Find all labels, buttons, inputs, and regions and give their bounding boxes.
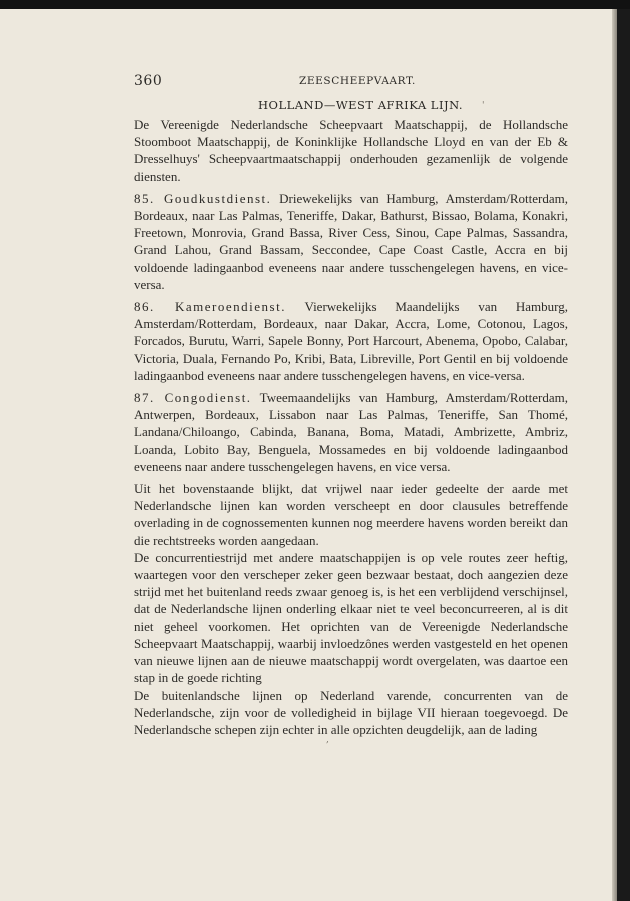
paragraph-text: De concurrentiestrijd met andere maatschappijen is op vele routes zeer heftig, waartegen voor den verscheper zeker geen bezwaar bestaat, doch aangezien deze strijd met het buitenland reeds zwaar genoeg is, is het een verblijdend verschijnsel, dat de Nederlandsche lijnen onderling elkaar niet te veel beconcurreeren, al is dit niet geheel voorkomen. Het oprichten van de Vereenigde Nederlandsche Scheepvaart Maatschappij, waarbij invloedzônes werden vastgesteld en het openen van nieuwe lijnen aan de nieuwe maatschappij wordt overgelaten, was daartoe een stap in de goede richting — [134, 549, 568, 686]
page-header — [134, 73, 568, 89]
paragraph-text: Uit het bovenstaande blijkt, dat vrijwel naar ieder gedeelte der aarde met Nederlandsche lijnen kan worden verscheept en door clausules betreffende overlading in de cognossementen kunnen nog meerdere havens worden bereikt dan die rechtstreeks worden aangedaan. — [134, 481, 568, 548]
paragraph-text: Tweemaandelijks van Hamburg, Amsterdam/Rotterdam, Antwerpen, Bordeaux, Lissabon naar Las Palmas, Teneriffe, San Thomé, Landana/Chiloango, Cabinda, Banana, Boma, Matadi, Ambrizette, Ambriz, Loanda, Lobito Bay, Benguela, Mossamedes en bij voldoende ladingaanbod eveneens naar andere tusschengelegen havens, en vice versa. — [134, 390, 568, 474]
running-head: ZEESCHEEPVAART. — [299, 75, 416, 87]
paragraph-competition — [134, 549, 568, 687]
paragraph-overview — [134, 480, 568, 549]
paragraph-lead: 85. Goudkustdienst. — [134, 190, 272, 206]
paragraph-kameroendienst — [134, 298, 568, 384]
paragraph-goudkustdienst — [134, 190, 568, 293]
paragraph-text: De buitenlandsche lijnen op Nederland varende, concurrenten van de Nederlandsche, zijn voor de volledigheid in bijlage VII hieraan toegevoegd. De Nederlandsche schepen zijn echter in alle opzichten deugdelijk, aan de lading — [134, 687, 568, 737]
paragraph-congodienst — [134, 389, 568, 475]
scan-border-top — [0, 0, 630, 9]
paragraph-intro — [134, 116, 568, 185]
ink-speck: ' — [482, 101, 485, 111]
paragraph-lead: 86. Kameroendienst. — [134, 299, 286, 315]
page-edge — [612, 9, 617, 901]
body-text — [134, 116, 568, 738]
paragraph-foreign-lines — [134, 687, 568, 739]
paragraph-text: Vierwekelijks Maandelijks van Hamburg, Amsterdam/Rotterdam, Bordeaux, naar Dakar, Accra, Lome, Cotonou, Lagos, Forcados, Burutu, Warri, Sapele Bonny, Port Harcourt, Abenema, Opobo, Calabar, Victoria, Duala, Fernando Po, Kribi, Bata, Libreville, Port Gentil en bij voldoende ladingaanbod eveneens naar andere tusschengelegen havens, en vice-versa. — [134, 299, 568, 383]
paragraph-text: De Vereenigde Nederlandsche Scheepvaart Maatschappij, de Hollandsche Stoomboot Maatschappij, de Koninklijke Hollandsche Lloyd en van der Eb & Dresselhuys' Scheepvaartmaatschappij onderhouden gezamenlijk de volgende diensten. — [134, 117, 568, 184]
section-title: HOLLAND—WEST AFRIKA LIJN. — [258, 98, 464, 112]
paragraph-text: Driewekelijks van Hamburg, Amsterdam/Rotterdam, Bordeaux, naar Las Palmas, Teneriffe, Dakar, Bathurst, Bissao, Bolama, Konakri, Freetown, Monrovia, Grand Bassa, River Cess, Sinou, Cape Palmas, Sassandra, Grand Lahou, Grand Bassam, Seccondee, Cape Coast Castle, Accra en bij voldoende ladingaanbod eveneens naar andere tusschengelegen havens, en vice-versa. — [134, 190, 568, 292]
page-number: 360 — [134, 73, 163, 89]
paragraph-lead: 87. Congodienst. — [134, 390, 252, 406]
ink-speck: , — [326, 735, 329, 745]
